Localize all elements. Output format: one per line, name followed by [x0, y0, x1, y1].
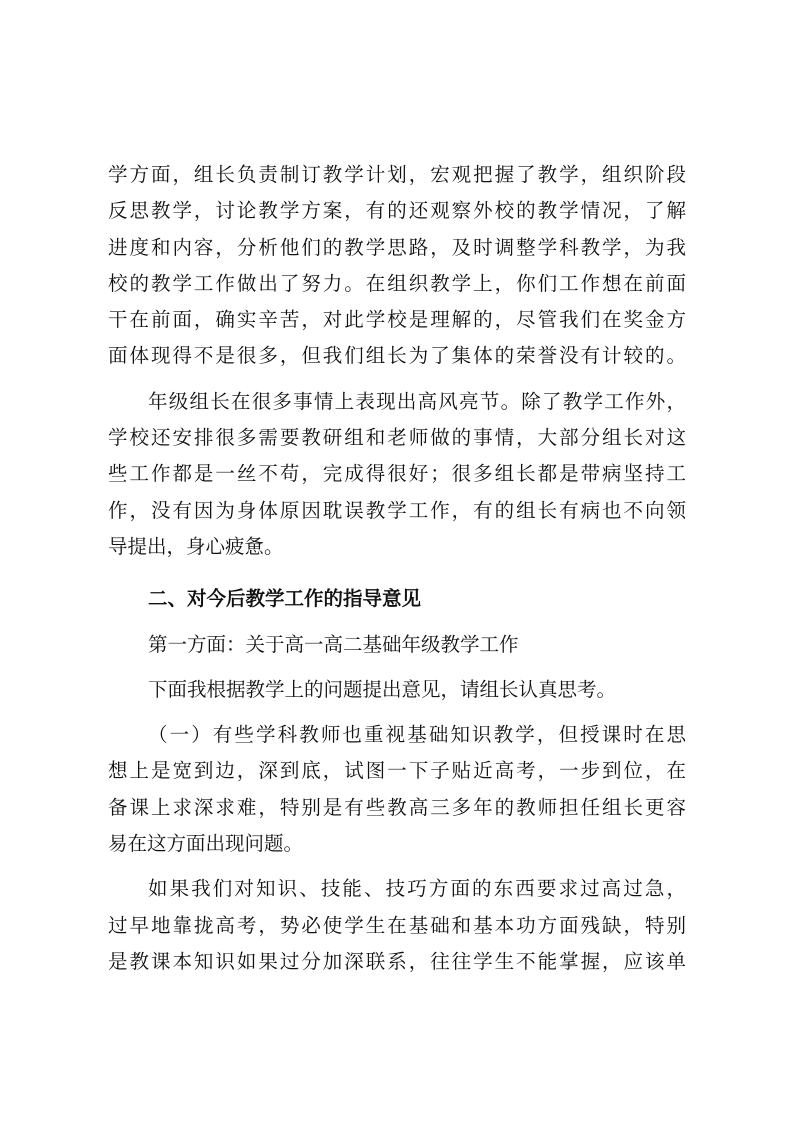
paragraph-intro	[108, 672, 686, 708]
text-line: 作，没有因为身体原因耽误教学工作，有的组长有病也不向领	[108, 498, 686, 522]
paragraph-point-one	[108, 717, 686, 862]
text-line: 过早地靠拢高考，势必使学生在基础和基本功方面残缺，特别	[108, 913, 686, 937]
paragraph-consequences	[108, 871, 686, 980]
document-body	[108, 157, 686, 980]
text-line: 备课上求深求难，特别是有些教高三多年的教师担任组长更容	[108, 795, 686, 819]
heading-text: 二、对今后教学工作的指导意见	[148, 587, 422, 611]
text-line: 如果我们对知识、技能、技巧方面的东西要求过高过急，	[148, 877, 686, 901]
text-line: 下面我根据教学上的问题提出意见，请组长认真思考。	[148, 677, 617, 701]
text-line: 导提出，身心疲惫。	[108, 534, 284, 558]
subsection-title	[108, 627, 686, 663]
text-line: 想上是宽到边，深到底，试图一下子贴近高考，一步到位，在	[108, 759, 686, 783]
text-line: 进度和内容，分析他们的教学思路，及时调整学科教学，为我	[108, 235, 686, 259]
text-line: 面体现得不是很多，但我们组长为了集体的荣誉没有计较的。	[108, 344, 686, 368]
paragraph-group-leaders	[108, 384, 686, 565]
text-line: 干在前面，确实辛苦，对此学校是理解的，尽管我们在奖金方	[108, 308, 686, 332]
text-line: 易在这方面出现问题。	[108, 832, 304, 856]
text-line: 年级组长在很多事情上表现出高风亮节。除了教学工作外，	[148, 389, 686, 413]
text-line: 反思教学，讨论教学方案，有的还观察外校的教学情况，了解	[108, 199, 686, 223]
text-line: 学校还安排很多需要教研组和老师做的事情，大部分组长对这	[108, 426, 686, 450]
text-line: 校的教学工作做出了努力。在组织教学上，你们工作想在前面	[108, 271, 686, 295]
text-line: （一）有些学科教师也重视基础知识教学，但授课时在思	[148, 723, 686, 747]
section-heading	[108, 581, 686, 617]
paragraph-teaching-plan	[108, 157, 686, 375]
text-line: 些工作都是一丝不苟，完成得很好；很多组长都是带病坚持工	[108, 462, 686, 486]
text-line: 学方面，组长负责制订教学计划，宏观把握了教学，组织阶段	[108, 163, 686, 186]
text-line: 第一方面：关于高一高二基础年级教学工作	[148, 632, 519, 656]
text-line: 是教课本知识如果过分加深联系，往往学生不能掌握，应该单	[108, 949, 686, 973]
